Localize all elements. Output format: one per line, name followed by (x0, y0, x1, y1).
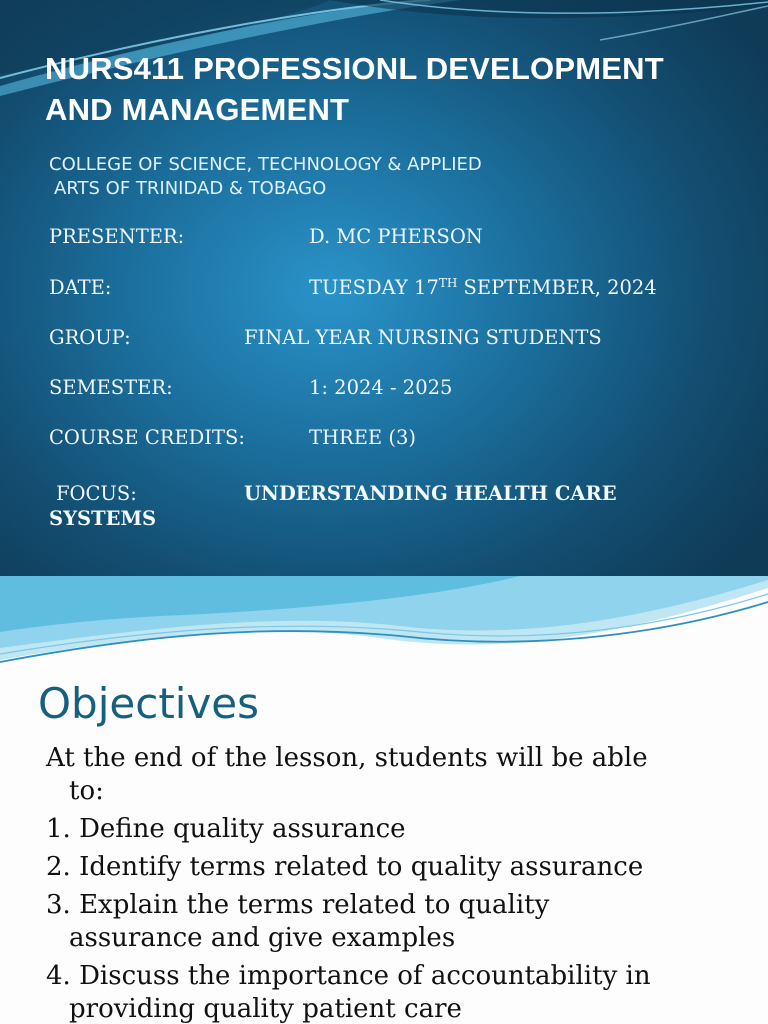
date-value-day: TUESDAY 17 (309, 276, 439, 299)
college-name-line2: ARTS OF TRINIDAD & TOBAGO (54, 178, 327, 199)
credits-label: COURSE CREDITS: (49, 426, 245, 449)
date-value-month-year: SEPTEMBER, 2024 (457, 276, 657, 299)
objective-item-text: 2. Identify terms related to quality assurance (46, 852, 644, 882)
decorative-waves (0, 576, 768, 676)
course-title-line1: NURS411 PROFESSIONL DEVELOPMENT (45, 51, 664, 86)
focus-value-line2: SYSTEMS (49, 507, 157, 530)
objectives-body (46, 742, 746, 1024)
semester-label: SEMESTER: (49, 376, 173, 399)
college-name (49, 153, 609, 201)
course-title (45, 48, 745, 130)
objective-item-text-continued: assurance and give examples (69, 923, 456, 953)
semester-value: 1: 2024 - 2025 (309, 376, 453, 399)
focus-value-line1: UNDERSTANDING HEALTH CARE (244, 482, 617, 505)
objectives-slide (0, 576, 768, 1024)
group-value: FINAL YEAR NURSING STUDENTS (244, 326, 602, 349)
objectives-title: Objectives (38, 679, 260, 728)
group-label: GROUP: (49, 326, 131, 349)
credits-value: THREE (3) (309, 426, 416, 449)
date-label: DATE: (49, 276, 112, 299)
objective-item-text: 3. Explain the terms related to quality (46, 890, 550, 920)
objectives-intro-line1: At the end of the lesson, students will be able (46, 743, 648, 773)
course-title-line2: AND MANAGEMENT (45, 92, 350, 127)
date-value (309, 276, 657, 299)
objective-item-text-continued: providing quality patient care (69, 994, 462, 1024)
presenter-label: PRESENTER: (49, 225, 185, 248)
objective-item-text: 1. Define quality assurance (46, 814, 406, 844)
focus-label: FOCUS: (56, 482, 137, 505)
college-name-line1: COLLEGE OF SCIENCE, TECHNOLOGY & APPLIED (49, 154, 482, 175)
date-ordinal-suffix: TH (438, 276, 458, 290)
objective-item (46, 960, 746, 1024)
objectives-intro-line2: to: (69, 776, 104, 806)
objective-item-text: 4. Discuss the importance of accountability in (46, 961, 651, 991)
objective-item (46, 813, 746, 846)
objectives-list (46, 813, 746, 1024)
objective-item (46, 889, 746, 955)
objective-item (46, 851, 746, 884)
presenter-value: D. MC PHERSON (309, 225, 483, 248)
objectives-intro (46, 742, 746, 808)
